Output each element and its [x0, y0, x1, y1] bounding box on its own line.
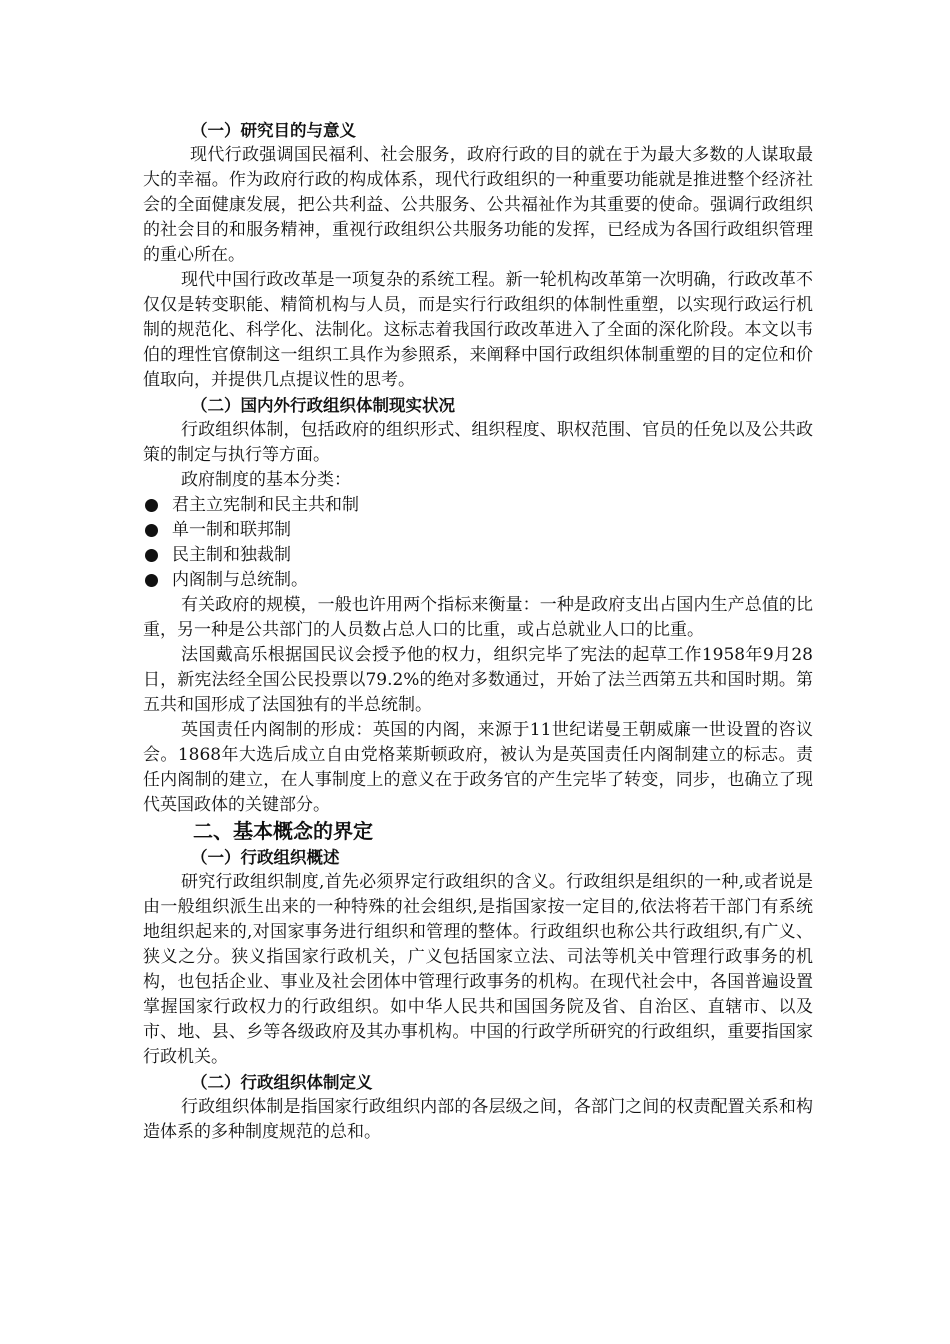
paragraph: 政府制度的基本分类： [181, 470, 351, 490]
paragraph: 英国责任内阁制的形成：英国的内阁，来源于11世纪诺曼王朝威廉一世设置的咨议会。1868年大选后成立自由党格莱斯顿政府，被认为是英国责任内阁制建立的标志。责任内阁制的建立，在人事制度上的意义在于政务官的产生完毕了转变，同步，也确立了现代英国政体的关键部分。 [143, 720, 813, 815]
list-item: 单一制和联邦制 [143, 518, 813, 543]
section-heading-overview: （一）行政组织概述 [191, 848, 340, 867]
list-item: 民主制和独裁制 [143, 543, 813, 568]
section-heading-current-status: （二）国内外行政组织体制现实状况 [191, 396, 455, 415]
paragraph: 现代行政强调国民福利、社会服务，政府行政的目的就在于为最大多数的人谋取最大的幸福。作为政府行政的构成体系，现代行政组织的一种重要功能就是推进整个经济社会的全面健康发展，把公共利益、公共服务、公共福祉作为其重要的使命。强调行政组织的社会目的和服务精神，重视行政组织公共服务功能的发挥，已经成为各国行政组织管理的重心所在。 [143, 145, 813, 265]
bullet-icon [145, 574, 158, 587]
section-heading-research-purpose: （一）研究目的与意义 [191, 121, 356, 140]
paragraph: 法国戴高乐根据国民议会授予他的权力，组织完毕了宪法的起草工作1958年9月28日，新宪法经全国公民投票以79.2%的绝对多数通过，开始了法兰西第五共和国时期。第五共和国形成了法国独有的半总统制。 [143, 645, 813, 715]
bullet-icon [145, 524, 158, 537]
document-page [143, 118, 813, 1145]
paragraph: 行政组织体制是指国家行政组织内部的各层级之间，各部门之间的权责配置关系和构造体系的多种制度规范的总和。 [143, 1097, 813, 1142]
section-heading-definition: （二）行政组织体制定义 [191, 1073, 373, 1092]
paragraph: 行政组织体制，包括政府的组织形式、组织程度、职权范围、官员的任免以及公共政策的制定与执行等方面。 [143, 420, 813, 465]
chapter-title: 二、基本概念的界定 [193, 819, 373, 843]
bullet-list [143, 493, 813, 593]
list-item: 君主立宪制和民主共和制 [143, 493, 813, 518]
list-item: 内阁制与总统制。 [143, 568, 813, 593]
paragraph: 有关政府的规模，一般也许用两个指标来衡量：一种是政府支出占国内生产总值的比重，另一种是公共部门的人员数占总人口的比重，或占总就业人口的比重。 [143, 595, 813, 640]
paragraph: 研究行政组织制度,首先必须界定行政组织的含义。行政组织是组织的一种,或者说是由一般组织派生出来的一种特殊的社会组织,是指国家按一定目的,依法将若干部门有系统地组织起来的,对国家事务进行组织和管理的整体。行政组织也称公共行政组织,有广义、狭义之分。狭义指国家行政机关，广义包括国家立法、司法等机关中管理行政事务的机构，也包括企业、事业及社会团体中管理行政事务的机构。在现代社会中，各国普遍设置掌握国家行政权力的行政组织。如中华人民共和国国务院及省、自治区、直辖市、以及市、地、县、乡等各级政府及其办事机构。中国的行政学所研究的行政组织，重要指国家行政机关。 [143, 872, 813, 1067]
paragraph: 现代中国行政改革是一项复杂的系统工程。新一轮机构改革第一次明确，行政改革不仅仅是转变职能、精简机构与人员，而是实行行政组织的体制性重塑，以实现行政运行机制的规范化、科学化、法制化。这标志着我国行政改革进入了全面的深化阶段。本文以韦伯的理性官僚制这一组织工具作为参照系，来阐释中国行政组织体制重塑的目的定位和价值取向，并提供几点提议性的思考。 [143, 270, 813, 390]
bullet-icon [145, 549, 158, 562]
bullet-icon [145, 499, 158, 512]
